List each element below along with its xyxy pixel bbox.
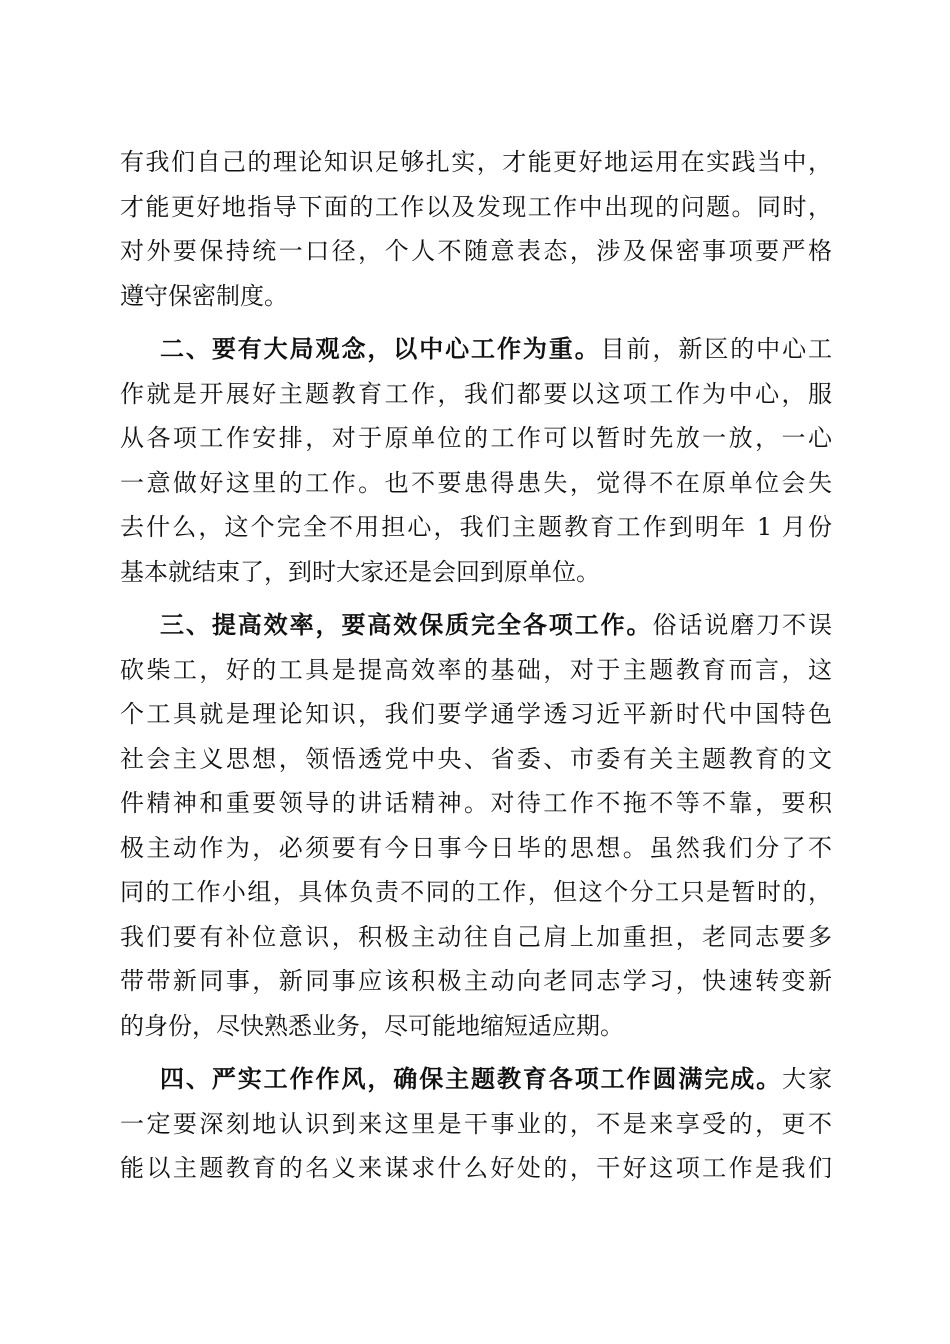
paragraph-2-line-5: 去什么，这个完全不用担心，我们主题教育工作到明年 1 月份 <box>120 513 832 541</box>
section-3-heading: 三、提高效率，要高效保质完全各项工作。 <box>160 611 653 639</box>
paragraph-3-line-9: 带带新同事，新同事应该积极主动向老同志学习，快速转变新 <box>120 967 832 995</box>
paragraph-3-line-8: 我们要有补位意识，积极主动往自己肩上加重担，老同志要多 <box>120 922 832 951</box>
section-2-heading: 二、要有大局观念，以中心工作为重。 <box>160 335 601 363</box>
paragraph-gap <box>120 1048 832 1057</box>
paragraph-3-line-4: 社会主义思想，领悟透党中央、省委、市委有关主题教育的文 <box>120 744 832 773</box>
paragraph-3-line-7: 同的工作小组，具体负责不同的工作，但这个分工只是暂时的， <box>120 878 832 906</box>
paragraph-1-line-3: 对外要保持统一口径，个人不随意表态，涉及保密事项要严格 <box>120 237 832 265</box>
paragraph-2-line-2: 作就是开展好主题教育工作，我们都要以这项工作为中心，服 <box>120 379 832 408</box>
document-body <box>120 140 832 1191</box>
paragraph-4-line-3: 能以主题教育的名义来谋求什么好处的，干好这项工作是我们 <box>120 1154 832 1182</box>
paragraph-2-line-3: 从各项工作安排，对于原单位的工作可以暂时先放一放，一心 <box>120 424 832 452</box>
paragraph-4-line-1 <box>120 1057 832 1102</box>
paragraph-gap <box>120 594 832 603</box>
paragraph-gap <box>120 318 832 327</box>
paragraph-2-line-4: 一意做好这里的工作。也不要患得患失，觉得不在原单位会失 <box>120 468 832 497</box>
paragraph-3-line-10: 的身份，尽快熟悉业务，尽可能地缩短适应期。 <box>120 1011 624 1040</box>
paragraph-3-line-1 <box>120 603 832 648</box>
paragraph-3-line-2: 砍柴工，好的工具是提高效率的基础，对于主题教育而言，这 <box>120 655 832 684</box>
paragraph-1-line-1: 有我们自己的理论知识足够扎实，才能更好地运用在实践当中， <box>120 148 832 176</box>
paragraph-3-line-5: 件精神和重要领导的讲话精神。对待工作不拖不等不靠，要积 <box>120 789 832 817</box>
paragraph-1-line-2: 才能更好地指导下面的工作以及发现工作中出现的问题。同时， <box>120 192 832 221</box>
section-2-first-line-text: 目前，新区的中心工 <box>600 335 832 363</box>
paragraph-3-line-6: 极主动作为，必须要有今日事今日毕的思想。虽然我们分了不 <box>120 833 832 862</box>
paragraph-3-line-3: 个工具就是理论知识，我们要学通学透习近平新时代中国特色 <box>120 700 832 728</box>
paragraph-2-line-1 <box>120 327 832 372</box>
section-3-first-line-text: 俗话说磨刀不误 <box>652 611 833 639</box>
paragraph-2-line-6: 基本就结束了，到时大家还是会回到原单位。 <box>120 557 600 586</box>
paragraph-1-line-4: 遵守保密制度。 <box>120 281 288 310</box>
paragraph-4-line-2: 一定要深刻地认识到来这里是干事业的，不是来享受的，更不 <box>120 1109 832 1138</box>
section-4-first-line-text: 大家 <box>782 1065 832 1093</box>
section-4-heading: 四、严实工作作风，确保主题教育各项工作圆满完成。 <box>160 1065 783 1093</box>
